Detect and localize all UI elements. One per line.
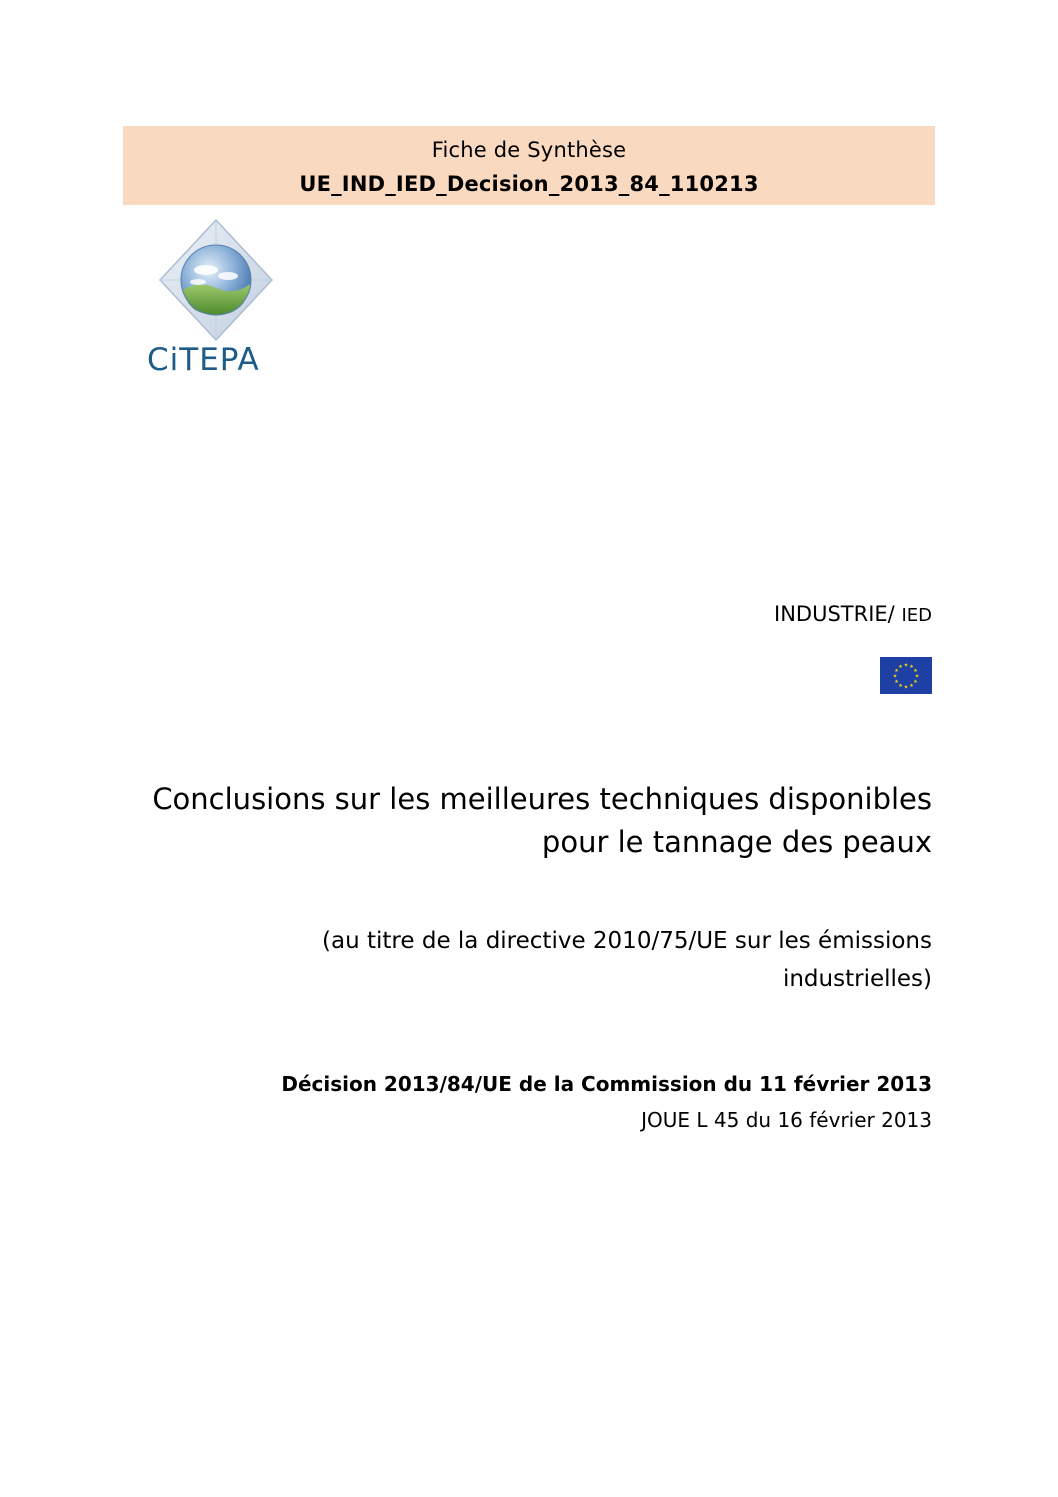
citepa-logo (140, 218, 300, 384)
svg-text:★: ★ (914, 673, 920, 680)
decision-reference: Décision 2013/84/UE de la Commission du 11 février 2013 (281, 1072, 932, 1096)
subtitle-line-2: industrielles) (782, 966, 932, 992)
svg-text:★: ★ (909, 683, 914, 689)
svg-text:★: ★ (903, 684, 909, 691)
svg-text:★: ★ (894, 668, 899, 674)
citepa-globe-icon (140, 218, 300, 343)
document-title (112, 778, 932, 864)
subtitle-line-1: (au titre de la directive 2010/75/UE sur les émissions (322, 928, 932, 954)
svg-text:★: ★ (903, 662, 909, 669)
eu-flag-icon (880, 657, 932, 694)
header-document-type: Fiche de Synthèse (431, 138, 627, 162)
joue-reference: JOUE L 45 du 16 février 2013 (641, 1108, 932, 1132)
header-document-id: UE_IND_IED_Decision_2013_84_110213 (299, 172, 759, 196)
svg-text:★: ★ (913, 668, 918, 674)
document-subtitle (112, 922, 932, 998)
title-line-2: pour le tannage des peaux (541, 825, 932, 859)
svg-text:★: ★ (894, 679, 899, 685)
svg-text:★: ★ (898, 683, 903, 689)
category-sub: IED (901, 605, 932, 626)
citepa-wordmark: CiTEPA (147, 342, 260, 378)
svg-text:★: ★ (898, 664, 903, 670)
header-band (123, 126, 935, 205)
category-main: INDUSTRIE/ (774, 602, 895, 626)
svg-text:★: ★ (892, 673, 898, 680)
eu-stars-icon (880, 657, 932, 694)
category-label (774, 602, 932, 626)
svg-text:★: ★ (913, 679, 918, 685)
svg-text:★: ★ (909, 664, 914, 670)
title-line-1: Conclusions sur les meilleures techniques disponibles (152, 782, 932, 816)
